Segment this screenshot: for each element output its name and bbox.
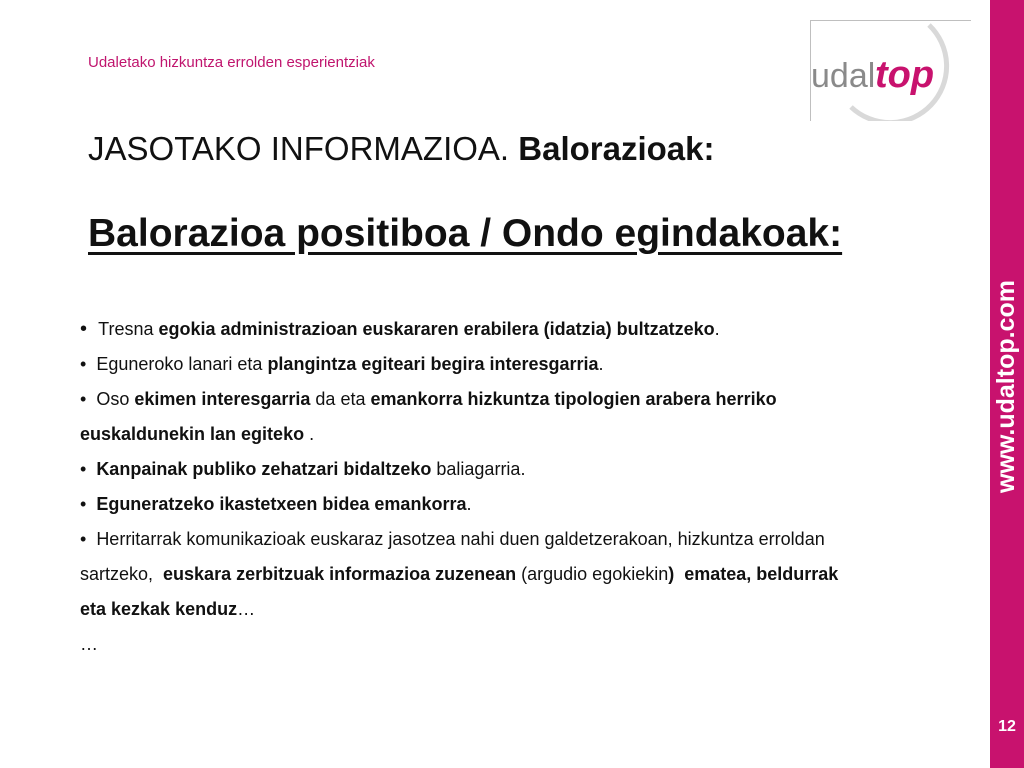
text-run-bold: Eguneratzeko ikastetxeen bidea emankorra — [96, 494, 467, 514]
bullet-marker: • — [80, 494, 97, 514]
bullet-list — [80, 316, 940, 666]
text-run: Eguneroko lanari eta — [96, 354, 268, 374]
text-run-bold: ekimen interesgarria — [134, 389, 311, 409]
text-run: . — [714, 319, 720, 339]
text-run: Oso — [96, 389, 135, 409]
bullet-item-5 — [80, 491, 940, 526]
logo-text-udal: udal — [811, 57, 876, 95]
section-heading — [88, 130, 715, 168]
text-run: . — [598, 354, 604, 374]
bullet-item-6-cont2 — [80, 596, 940, 631]
subtitle-heading: Balorazioa positiboa / Ondo egindakoak: — [88, 212, 843, 255]
ellipsis: … — [80, 634, 98, 654]
text-run: . — [466, 494, 472, 514]
text-run-bold: Kanpainak publiko zehatzari bidaltzeko — [96, 459, 432, 479]
ellipsis-line — [80, 631, 940, 666]
text-run-bold: ) ematea, beldurrak — [668, 564, 839, 584]
bullet-item-6 — [80, 526, 940, 561]
text-run: baliagarria. — [431, 459, 526, 479]
sidebar-url: www.udaltop.com — [992, 280, 1020, 493]
page-number: 12 — [998, 718, 1016, 735]
text-run: … — [237, 599, 256, 619]
heading-bold: Balorazioak: — [518, 130, 715, 167]
bullet-marker: • — [80, 459, 97, 479]
text-run: (argudio egokiekin — [516, 564, 669, 584]
bullet-item-6-cont — [80, 561, 940, 596]
bullet-item-3 — [80, 386, 940, 421]
bullet-item-3-cont — [80, 421, 940, 456]
text-run-bold: euskara zerbitzuak informazioa zuzenean — [163, 564, 517, 584]
text-run-bold: plangintza egiteari begira interesgarria — [267, 354, 599, 374]
logo-text-top: top — [875, 54, 935, 96]
header-subtitle: Udaletako hizkuntza errolden esperientziak — [88, 54, 375, 71]
bullet-marker: • — [80, 389, 97, 409]
text-run: Tresna — [98, 319, 159, 339]
text-run-bold: egokia administrazioan euskararen erabilera (idatzia) bultzatzeko — [158, 319, 715, 339]
heading-normal: JASOTAKO INFORMAZIOA. — [88, 130, 519, 167]
text-run: . — [304, 424, 315, 444]
bullet-marker: • — [80, 354, 97, 374]
text-run: sartzeko, — [80, 564, 164, 584]
bullet-marker: • — [80, 318, 99, 340]
text-run: da eta — [310, 389, 371, 409]
text-run-bold: eta kezkak kenduz — [80, 599, 238, 619]
bullet-item-4 — [80, 456, 940, 491]
text-run-bold: emankorra hizkuntza tipologien arabera herriko — [370, 389, 777, 409]
text-run-bold: euskaldunekin lan egiteko — [80, 424, 305, 444]
udaltop-logo — [810, 20, 971, 121]
bullet-item-1 — [80, 316, 940, 351]
bullet-marker: • — [80, 529, 97, 549]
sidebar-bar — [990, 0, 1024, 768]
text-run: Herritarrak komunikazioak euskaraz jasotzea nahi duen galdetzerakoan, hizkuntza erroldan — [96, 529, 825, 549]
bullet-item-2 — [80, 351, 940, 386]
